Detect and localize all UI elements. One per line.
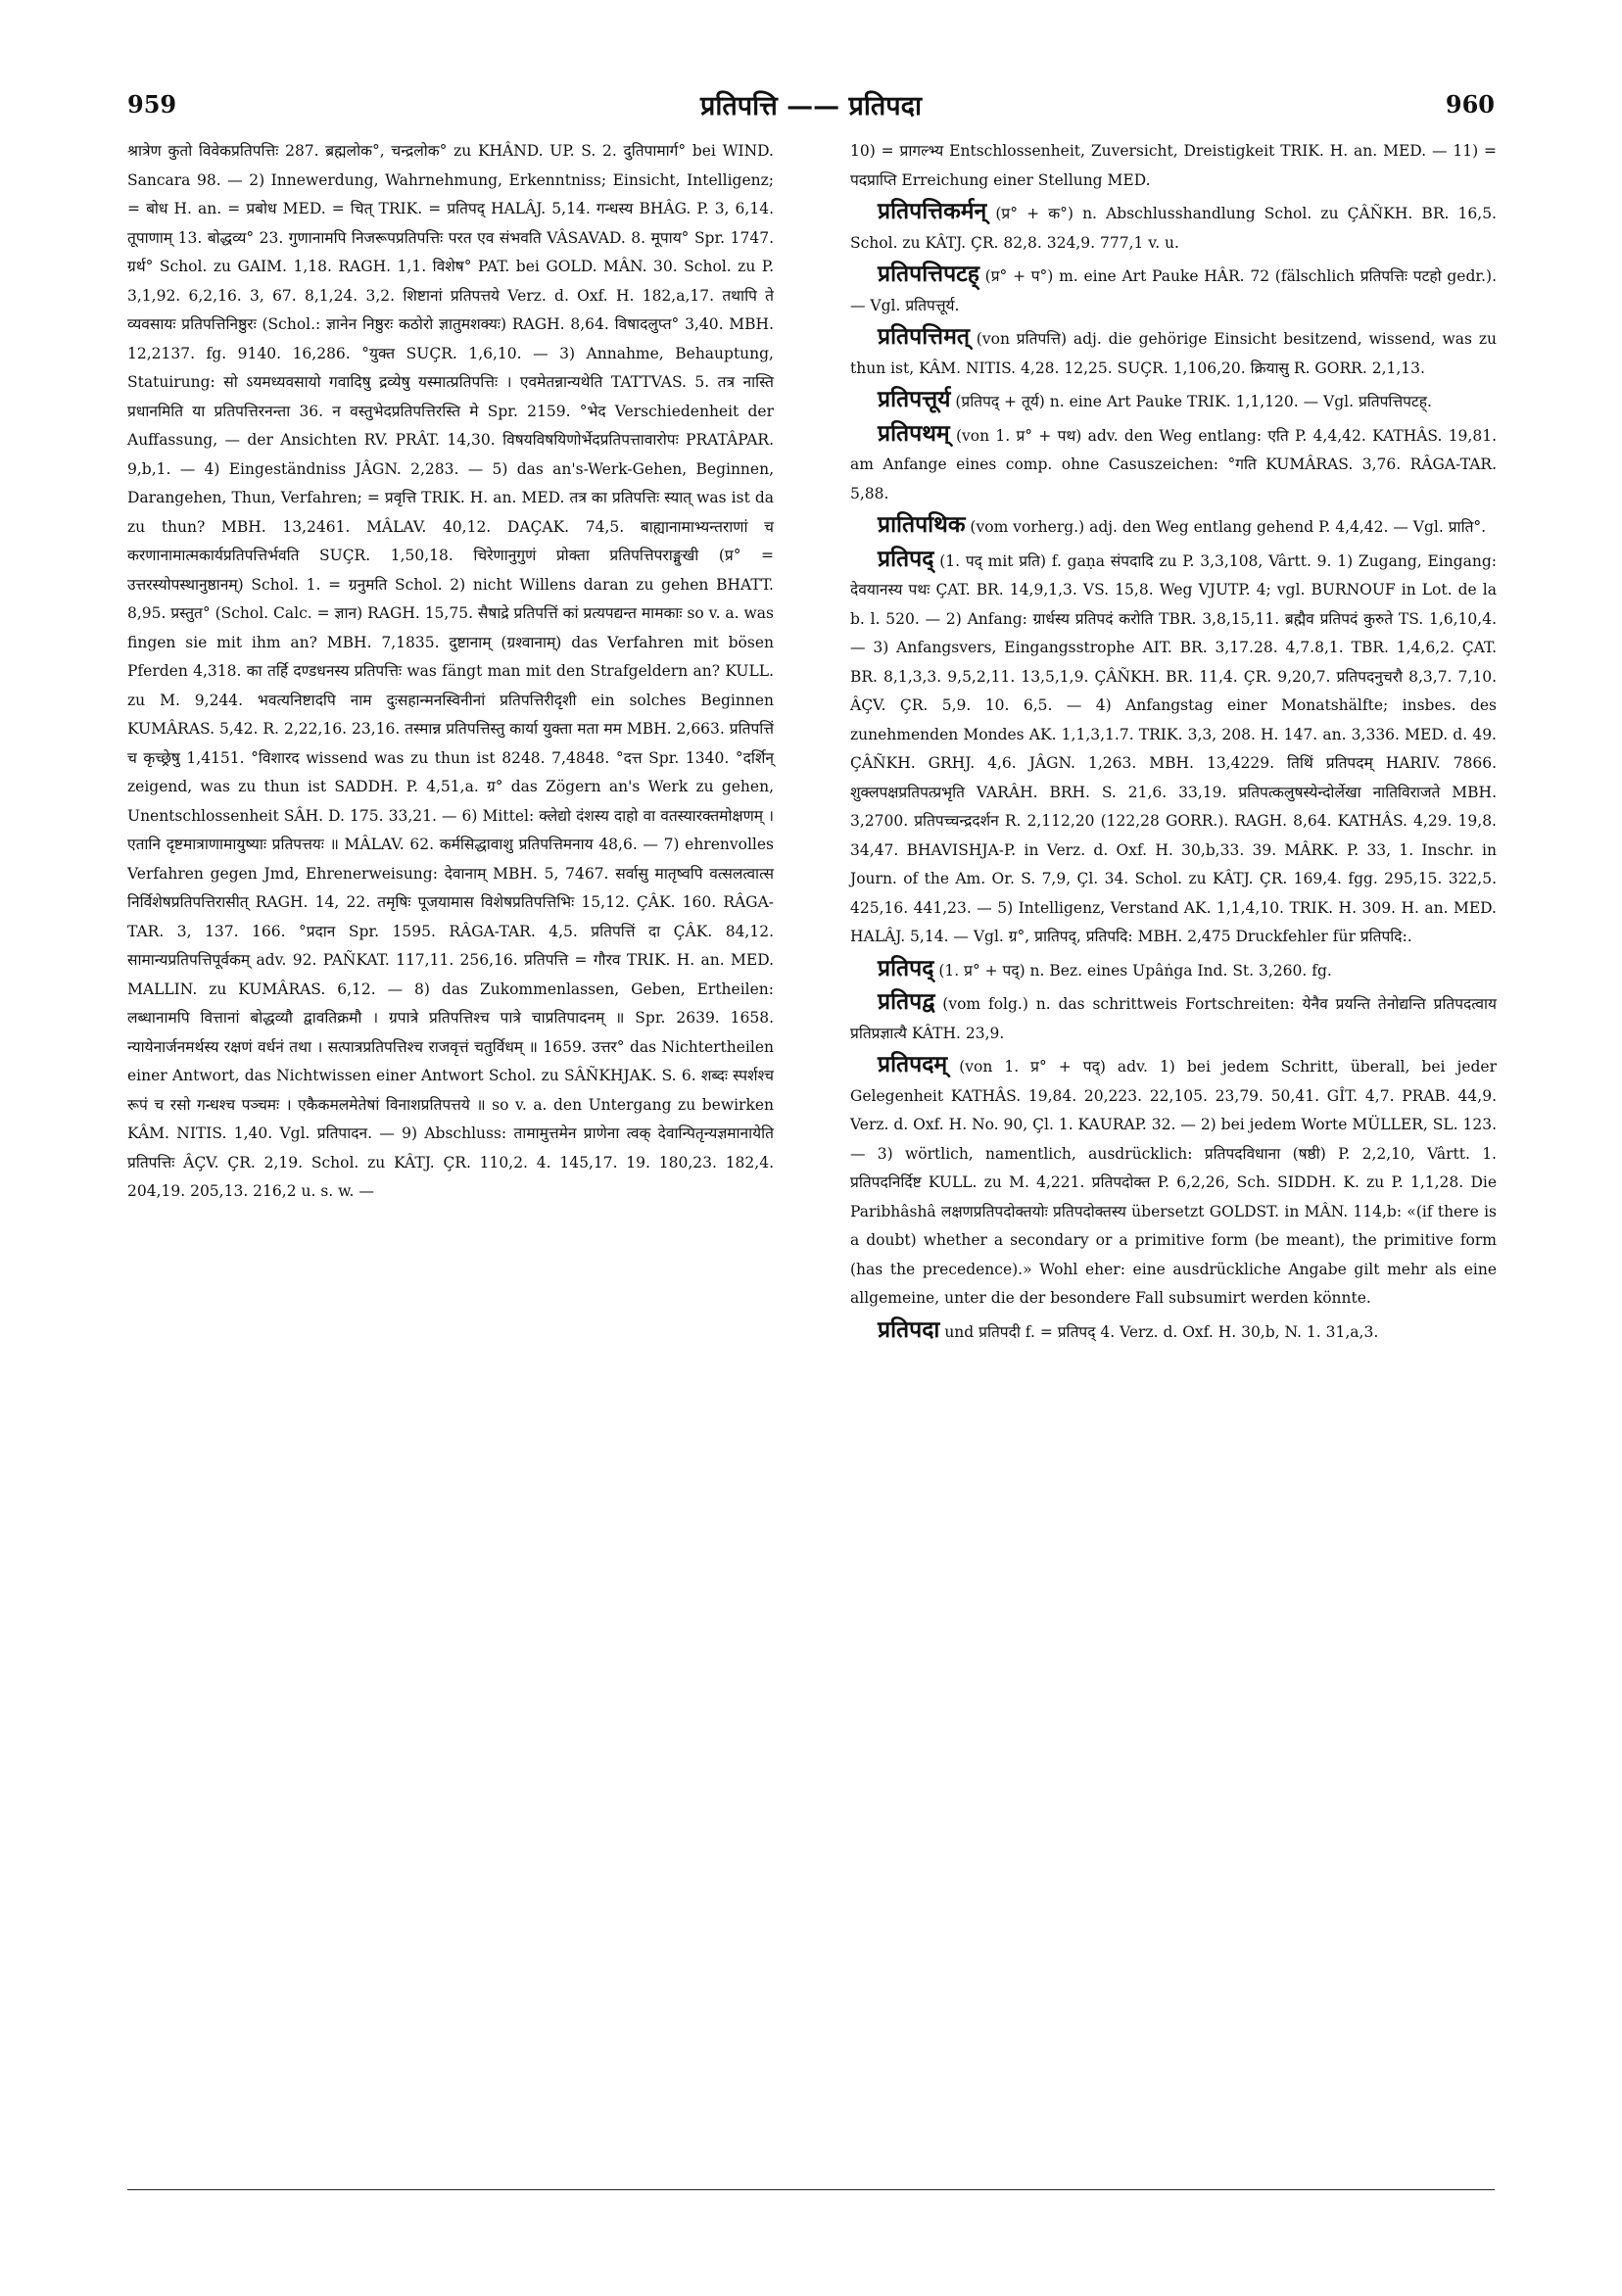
headword: प्रतिपद् bbox=[878, 545, 934, 572]
dictionary-entry bbox=[850, 419, 1497, 509]
entry-text: (vom folg.) n. das schrittweis Fortschreiten: येनैव प्रयन्ति तेनोद्यन्ति प्रतिपदत्वाय प्रतिप्रज्ञात्यै KÂTH. 23,9. bbox=[850, 995, 1497, 1042]
entry-text: (प्रतिपद् + तूर्य) n. eine Art Pauke TRIK. 1,1,120. — Vgl. प्रतिपत्तिपटह्. bbox=[950, 393, 1432, 410]
dictionary-entry bbox=[850, 545, 1497, 952]
dictionary-entry bbox=[850, 260, 1497, 320]
page-header bbox=[127, 90, 1495, 129]
dictionary-entry bbox=[850, 385, 1497, 417]
entry-text: (von 1. प्र° + पथ) adv. den Weg entlang: एति P. 4,4,42. KATHÂS. 19,81. am Anfange eines comp. ohne Casuszeichen: °गति KUMÂRAS. 3,76. RÂGA-TAR. 5,88. bbox=[850, 426, 1497, 502]
dictionary-entry bbox=[850, 510, 1497, 543]
dictionary-entry bbox=[850, 954, 1497, 986]
headword: प्रतिपद्व bbox=[878, 988, 935, 1015]
left-column-text: श्रात्रेण कुतो विवेकप्रतिपत्तिः 287. ब्रह्मलोक°, चन्द्रलोक° zu KHÂND. UP. S. 2. दुतिपामार्ग° bei WIND. Sancara 98. — 2) Innewerdung, Wahrnehmung, Erkenntniss; Einsicht, Intelligenz; = बोध H. an. = प्रबोध MED. = चित् TRIK. = प्रतिपद् HALÂJ. 5,14. गन्धस्य BHÂG. P. 3, 6,14. तूपाणाम् 13. बोद्धव्य° 23. गुणानामपि निजरूपप्रतिपत्तिः परत एव संभवति VÂSAVAD. 8. मूपाय° Spr. 1747. ग्रर्थ° Schol. zu GAIM. 1,18. RAGH. 1,1. विशेष° PAT. bei GOLD. MÂN. 30. Schol. zu P. 3,1,92. 6,2,16. 3, 67. 8,1,24. 3,2. शिष्टानां प्रतिपत्तये Verz. d. Oxf. H. 182,a,17. तथापि ते व्यवसायः प्रतिपत्तिनिष्ठुरः (Schol.: ज्ञानेन निष्ठुरः कठोरो ज्ञातुमशक्यः) RAGH. 8,64. विषादलुप्त° 3,40. MBH. 12,2137. fg. 9140. 16,286. °युक्त SUÇR. 1,6,10. — 3) Annahme, Behauptung, Statuirung: सो ऽयमध्यवसायो गवादिषु द्रव्येषु यस्मात्प्रतिपत्तिः । एवमेतन्नान्यथेति TATTVAS. 5. तत्र नास्ति प्रधानमिति या प्रतिपत्तिरनन्ता 36. न वस्तुभेदप्रतिपत्तिरस्ति मे Spr. 2159. °भेद Verschiedenheit der Auffassung, — der Ansichten RV. PRÂT. 14,30. विषयविषयिणोर्भेदप्रतिपत्तावारोपः PRATÂPAR. 9,b,1. — 4) Eingeständniss JÂGN. 2,283. — 5) das an's-Werk-Gehen, Beginnen, Darangehen, Thun, Verfahren; = प्रवृत्ति TRIK. H. an. MED. तत्र का प्रतिपत्तिः स्यात् was ist da zu thun? MBH. 13,2461. MÂLAV. 40,12. DAÇAK. 74,5. बाह्यानामाभ्यन्तराणां च करणानामात्मकार्यप्रतिपत्तिर्भवति SUÇR. 1,50,18. चिरेणानुगुणं प्रोक्ता प्रतिपत्तिपराङ्मुखी (प्र° = उत्तरस्योपस्थानुष्ठानम्) Schol. 1. = ग्रनुमति Schol. 2) nicht Willens daran zu gehen BHATT. 8,95. प्रस्तुत° (Schol. Calc. = ज्ञान) RAGH. 15,75. सैषाद्रे प्रतिपत्तिं कां प्रत्यपद्यन्त मामकाः so v. a. was fingen sie mit ihm an? MBH. 7,1835. दुष्टानाम् (ग्रश्वानाम्) das Verfahren mit bösen Pferden 4,318. का तर्हि दण्डधनस्य प्रतिपत्तिः was fängt man mit den Strafgeldern an? KULL. zu M. 9,244. भवत्यनिष्टादपि नाम दुःसहान्मनस्विनीनां प्रतिपत्तिरीदृशी ein solches Beginnen KUMÂRAS. 5,42. R. 2,22,16. 23,16. तस्मान्न प्रतिपत्तिस्तु कार्या युक्ता मता मम MBH. 2,663. प्रतिपत्तिं च कृच्छ्रेषु 1,4151. °विशारद wissend was zu thun ist 8248. 7,4848. °दत्त Spr. 1340. °दर्शिन् zeigend, was zu thun ist SADDH. P. 4,51,a. ग्र° das Zögern an's Werk zu gehen, Unentschlossenheit SÂH. D. 175. 33,21. — 6) Mittel: क्लेद्यो दंशस्य दाहो वा वतस्यारक्तमोक्षणम् । एतानि दृष्टमात्राणामायुष्याः प्रतिपत्तयः ॥ MÂLAV. 62. कर्मसिद्धावाशु प्रतिपत्तिमनाय 48,6. — 7) ehrenvolles Verfahren gegen Jmd, Ehrenerweisung: देवानाम् MBH. 5, 7467. सर्वासु मातृष्वपि वत्सलत्वात्स निर्विशेषप्रतिपत्तिरासीत् RAGH. 14, 22. तमृषिः पूजयामास विशेषप्रतिपत्तिभिः 15,12. ÇÂK. 160. RÂGA-TAR. 3, 137. 166. °प्रदान Spr. 1595. RÂGA-TAR. 4,5. प्रतिपत्तिं दा ÇÂK. 84,12. सामान्यप्रतिपत्तिपूर्वकम् adv. 92. PAÑKAT. 117,11. 256,16. प्रतिपत्ति = गौरव TRIK. H. an. MED. MALLIN. zu KUMÂRAS. 6,12. — 8) das Zukommenlassen, Geben, Ertheilen: लब्धानामपि वित्तानां बोद्धव्यौ द्वावतिक्रमौ । ग्रपात्रे प्रतिपत्तिश्च पात्रे चाप्रतिपादनम् ॥ Spr. 2639. 1658. न्यायेनार्जनमर्थस्य रक्षणं वर्धनं तथा । सत्पात्रप्रतिपत्तिश्च राजवृत्तं चतुर्विधम् ॥ 1659. उत्तर° das Nichtertheilen einer Antwort, das Nichtwissen einer Antwort Schol. zu SÂÑKHJAK. S. 6. शब्दः स्पर्शश्च रूपं च रसो गन्धश्च पञ्चमः । एकैकमलमेतेषां विनाशप्रतिपत्तये ॥ so v. a. den Untergang zu bewirken KÂM. NITIS. 1,40. Vgl. प्रतिपादन. — 9) Abschluss: तामामुत्तमेन प्राणेना त्वक् देवान्पितृन्यज्ञमानायेति प्रतिपत्तिः ÂÇV. ÇR. 2,19. Schol. zu KÂTJ. ÇR. 110,2. 4. 145,17. 19. 180,23. 182,4. 204,19. 205,13. 216,2 u. s. w. — bbox=[127, 142, 774, 1200]
left-column bbox=[127, 137, 774, 1207]
entry-text: 10) = प्रागल्भ्य Entschlossenheit, Zuversicht, Dreistigkeit TRIK. H. an. MED. — 11) = पदप्राप्ति Erreichung einer Stellung MED. bbox=[850, 142, 1497, 189]
entry-text: (प्र° + प°) m. eine Art Pauke HÂR. 72 (fälschlich प्रतिपत्तिः पटहो gedr.). — Vgl. प्रतिपत्तूर्य. bbox=[850, 267, 1497, 314]
headword: प्रतिपत्तिमत् bbox=[878, 323, 970, 350]
entry-text: (1. पद् mit प्रति) f. gaṇa संपदादि zu P. 3,3,108, Vârtt. 9. 1) Zugang, Eingang: देवयानस्य पथः ÇAT. BR. 14,9,1,3. VS. 15,8. Weg VJUTP. 4; vgl. BURNOUF in Lot. de la b. l. 520. — 2) Anfang: ग्रार्धस्य प्रतिपदं करोति TBR. 3,8,15,11. ब्रह्मैव प्रतिपदं कुरुते TS. 1,6,10,4. — 3) Anfangsvers, Eingangsstrophe AIT. BR. 3,17.28. 4,7.8,1. TBR. 1,4,6,2. ÇAT. BR. 8,1,3,3. 9,5,2,11. 13,5,1,9. ÇÂÑKH. BR. 11,4. ÇR. 9,20,7. प्रतिपदनुचरौ 8,3,7. 7,10. ÂÇV. ÇR. 5,9. 10. 6,5. — 4) Anfangstag einer Monatshälfte; insbes. des zunehmenden Mondes AK. 1,1,3,1.7. TRIK. 3,3, 208. H. 147. an. 3,336. MED. d. 49. ÇÂÑKH. GRHJ. 4,6. JÂGN. 1,263. MBH. 13,4229. तिथिं प्रतिपदम् HARIV. 7866. शुक्लपक्षप्रतिपत्प्रभृति VARÂH. BRH. S. 21,6. 33,19. प्रतिपत्कलुषस्येन्दोर्लेखा नातिविराजते MBH. 3,2700. प्रतिपच्चन्द्रदर्शन R. 2,112,20 (122,28 GORR.). RAGH. 8,64. KATHÂS. 4,29. 19,8. 34,47. BHAVISHJA-P. in Verz. d. Oxf. H. 30,b,33. 39. MÂRK. P. 33, 1. Inschr. in Journ. of the Am. Or. S. 7,9, Çl. 34. Schol. zu KÂTJ. ÇR. 169,4. fgg. 295,15. 322,5. 425,16. 441,23. — 5) Intelligenz, Verstand AK. 1,1,4,10. TRIK. H. 309. H. an. MED. HALÂJ. 5,14. — Vgl. ग्र°, प्रातिपद्, प्रतिपदि: MBH. 2,475 Druckfehler für प्रतिपदि:. bbox=[850, 551, 1497, 945]
headword: प्रातिपथिक bbox=[878, 511, 966, 538]
page-number-left: 959 bbox=[127, 90, 177, 119]
entry-continuation bbox=[850, 137, 1497, 195]
headword: प्रतिपथम् bbox=[878, 419, 950, 447]
dictionary-entry bbox=[850, 1315, 1497, 1348]
headword: प्रतिपदम् bbox=[878, 1051, 948, 1077]
headword: प्रतिपत्तूर्य bbox=[878, 386, 951, 412]
dictionary-entry bbox=[850, 1050, 1497, 1314]
entry-text: (vom vorherg.) adj. den Weg entlang gehend P. 4,4,42. — Vgl. प्राति°. bbox=[965, 518, 1487, 536]
entry-text: (von प्रतिपत्ति) adj. die gehörige Einsicht besitzend, wissend, was zu thun ist, KÂM. NITIS. 4,28. 12,25. SUÇR. 1,106,20. क्रियासु R. GORR. 2,1,13. bbox=[850, 330, 1497, 377]
entry-text: (1. प्र° + पद्) n. Bez. eines Upâṅga Ind. St. 3,260. fg. bbox=[933, 961, 1332, 980]
entry-text: (von 1. प्र° + पद्) adv. 1) bei jedem Schritt, überall, bei jeder Gelegenheit KATHÂS. 19,84. 20,223. 22,105. 23,79. 50,41. GÎT. 4,7. PRAB. 44,9. Verz. d. Oxf. H. No. 90, Çl. 1. KAURAP. 32. — 2) bei jedem Worte MÜLLER, SL. 123. — 3) wörtlich, namentlich, ausdrücklich: प्रतिपदविधाना (षष्ठी) P. 2,2,10, Vârtt. 1. प्रतिपदनिर्दिष्ट KULL. zu M. 4,221. प्रतिपदोक्त P. 6,2,26, Sch. SIDDH. K. zu P. 1,1,28. Die Paribhâshâ लक्षणप्रतिपदोक्तयोः प्रतिपदोक्तस्य übersetzt GOLDST. in MÂN. 114,b: «(if there is a doubt) whether a secondary or a primitive form (be meant), the primitive form (has the precedence).» Wohl eher: eine ausdrückliche Angabe gilt mehr als eine allgemeine, unter die der besondere Fall subsumirt werden könnte. bbox=[850, 1058, 1497, 1307]
footer-rule bbox=[127, 2189, 1495, 2190]
dictionary-entry bbox=[850, 322, 1497, 383]
entry-text: (प्र° + क°) n. Abschlusshandlung Schol. zu ÇÂÑKH. BR. 16,5. Schol. zu KÂTJ. ÇR. 82,8. 324,9. 777,1 v. u. bbox=[850, 205, 1497, 252]
entry-text: und प्रतिपदी f. = प्रतिपद् 4. Verz. d. Oxf. H. 30,b, N. 1. 31,a,3. bbox=[939, 1322, 1379, 1341]
headword: प्रतिपद् bbox=[878, 954, 934, 981]
dictionary-entry bbox=[850, 197, 1497, 258]
dictionary-entry bbox=[850, 987, 1497, 1048]
right-column bbox=[850, 137, 1497, 1347]
headword: प्रतिपदा bbox=[878, 1315, 940, 1343]
running-title: प्रतिपत्ति —— प्रतिपदा bbox=[700, 91, 922, 121]
headword: प्रतिपत्तिपटह् bbox=[878, 261, 979, 287]
headword: प्रतिपत्तिकर्मन् bbox=[878, 198, 987, 224]
page-number-right: 960 bbox=[1445, 90, 1495, 119]
